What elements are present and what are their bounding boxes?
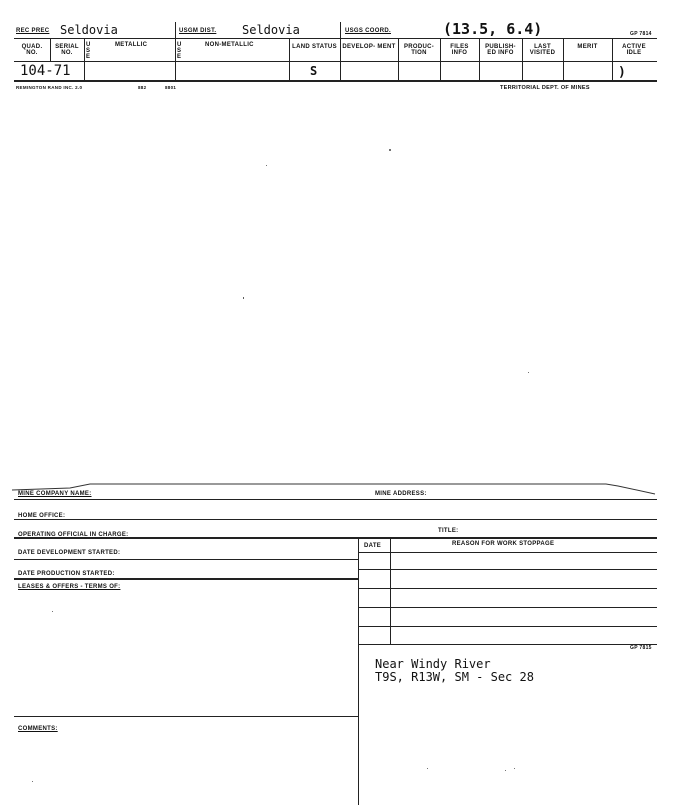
scan-speck (505, 770, 506, 771)
usgs-coord-value: (13.5, 6.4) (443, 20, 543, 38)
data-row-bottom-rule (14, 80, 657, 82)
location-line-1: Near Windy River (375, 657, 491, 671)
col-use-metallic: USE (86, 42, 91, 60)
rule (14, 559, 358, 560)
col-divider (479, 39, 480, 81)
col-use-non-metallic: USE (177, 42, 182, 60)
col-development: DEVELOP- MENT (342, 44, 396, 50)
col-divider (440, 39, 441, 81)
scan-speck (389, 149, 391, 151)
header-divider-1 (175, 22, 176, 39)
col-metallic: METALLIC (115, 42, 148, 48)
col-divider (522, 39, 523, 81)
col-published-info: PUBLISH- ED INFO (485, 44, 516, 56)
col-divider (289, 39, 290, 81)
col-divider (612, 39, 613, 81)
col-divider (340, 39, 341, 81)
column-header-rule (14, 61, 657, 62)
header-divider-2 (340, 22, 341, 39)
col-merit: MERIT (577, 44, 598, 50)
usgm-dist-value: Seldovia (242, 23, 300, 37)
col-last-visited: LAST VISITED (529, 44, 556, 56)
bottom-form-number: GP 7815 (630, 645, 652, 651)
scan-speck (266, 165, 267, 166)
land-status-value: S (310, 64, 318, 78)
col-divider (398, 39, 399, 81)
date-development-started-label: DATE DEVELOPMENT STARTED: (18, 550, 121, 556)
table-rule (358, 552, 657, 553)
reason-header: REASON FOR WORK STOPPAGE (452, 541, 555, 547)
rule (14, 578, 358, 580)
col-divider (84, 39, 85, 81)
date-header: DATE (364, 543, 382, 549)
header-bottom-rule (14, 38, 657, 39)
territorial-dept-imprint: TERRITORIAL DEPT. OF MINES (500, 85, 590, 91)
rule (14, 537, 657, 539)
rule (14, 716, 358, 717)
col-land-status: LAND STATUS (292, 44, 337, 50)
scan-speck (427, 768, 428, 769)
mine-company-name-label: MINE COMPANY NAME: (18, 491, 92, 497)
leases-offers-label: LEASES & OFFERS - TERMS OF: (18, 584, 121, 590)
usgm-dist-label: USGM DIST. (179, 28, 217, 34)
col-divider (175, 39, 176, 81)
quad-serial-value: 104-71 (20, 63, 71, 79)
home-office-label: HOME OFFICE: (18, 513, 66, 519)
table-rule (358, 644, 657, 645)
printer-code-1: 882 (138, 85, 147, 90)
col-production: PRODUC- TION (403, 44, 435, 56)
col-divider (50, 39, 51, 61)
table-rule (358, 607, 657, 608)
usgs-coord-label: USGS COORD. (345, 28, 391, 34)
table-rule (358, 588, 657, 589)
mine-address-label: MINE ADDRESS: (375, 491, 427, 497)
scan-speck (243, 297, 244, 299)
rule (14, 499, 657, 500)
comments-label: COMMENTS: (18, 726, 58, 732)
col-active-idle: ACTIVE IDLE (622, 44, 646, 56)
rule (14, 519, 657, 520)
col-non-metallic: NON-METALLIC (205, 42, 254, 48)
col-divider (563, 39, 564, 81)
center-divider (358, 538, 359, 805)
table-rule (358, 569, 657, 570)
col-serial-no: SERIAL NO. (55, 44, 79, 56)
rec-prec-value: Seldovia (60, 23, 118, 37)
date-production-started-label: DATE PRODUCTION STARTED: (18, 571, 115, 577)
active-idle-mark: ) (618, 65, 626, 80)
location-line-2: T9S, R13W, SM - Sec 28 (375, 670, 534, 684)
scan-speck (32, 781, 33, 782)
title-label: TITLE: (438, 528, 459, 534)
scan-speck (528, 372, 529, 373)
scan-speck (52, 611, 53, 612)
scan-speck (514, 768, 515, 769)
printer-imprint: REMINGTON RAND INC. 2.0 (16, 85, 83, 90)
table-rule (358, 626, 657, 627)
col-quad-no: QUAD. NO. (21, 44, 43, 56)
card-top-edge (10, 474, 660, 496)
printer-code-2: 8801 (165, 85, 177, 90)
top-form-number: GP 7814 (630, 31, 652, 37)
operating-official-label: OPERATING OFFICIAL IN CHARGE: (18, 532, 129, 538)
rec-prec-label: REC PREC (16, 28, 50, 34)
date-column-divider (390, 538, 391, 645)
col-files-info: FILES INFO (450, 44, 469, 56)
